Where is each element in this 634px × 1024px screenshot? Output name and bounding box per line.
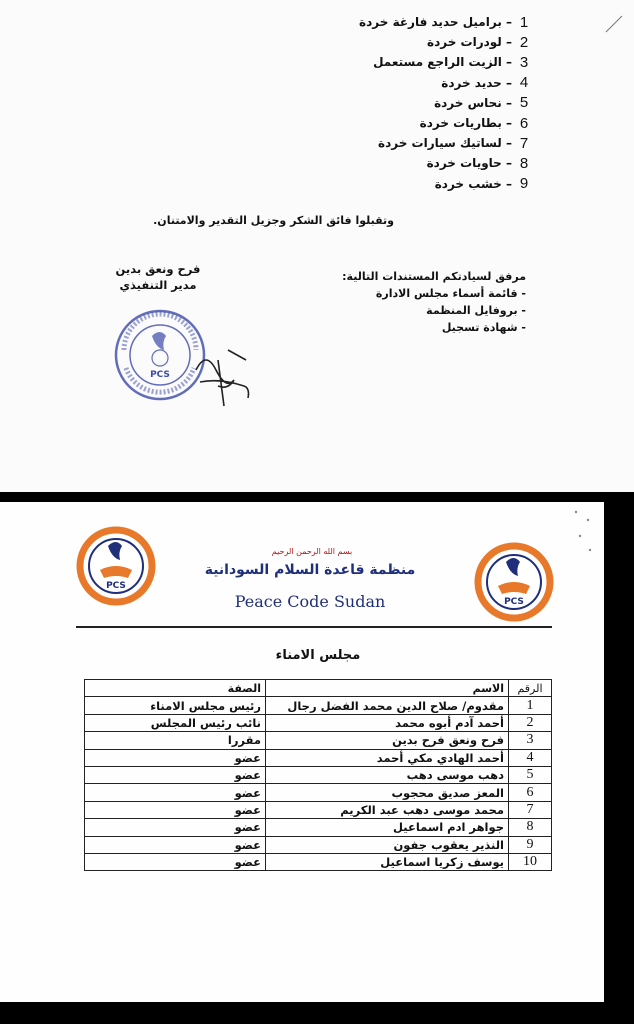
attachment-item: - شهادة تسجيل bbox=[441, 321, 526, 334]
globe-icon bbox=[152, 350, 168, 366]
attachment-item: - بروفايل المنظمة bbox=[426, 304, 526, 317]
list-item: 6 – بطاريات خردة bbox=[419, 114, 529, 132]
attachments-heading: مرفق لسيادتكم المستندات التالية: bbox=[342, 270, 526, 283]
list-item: 1 – براميل حديد فارغة خردة bbox=[359, 13, 529, 31]
list-item: 8 – حاويات خردة bbox=[426, 154, 529, 172]
table-row: 7 محمد موسى دهب عبد الكريم عضو bbox=[85, 801, 552, 818]
pcs-logo-right bbox=[474, 542, 554, 622]
scrap-items-list bbox=[170, 12, 530, 194]
scan-marks bbox=[570, 506, 600, 566]
table-row: 5 دهب موسى دهب عضو bbox=[85, 766, 552, 783]
signature bbox=[188, 340, 258, 415]
signer-title: مدير التنفيذي bbox=[119, 278, 197, 292]
list-item: 5 – نحاس خردة bbox=[434, 94, 529, 112]
table-row: 10 يوسف زكريا اسماعيل عضو bbox=[85, 853, 552, 870]
org-name-english: Peace Code Sudan bbox=[234, 592, 386, 611]
list-item: 4 – حديد خردة bbox=[441, 74, 529, 92]
list-item: 9 – خشب خردة bbox=[434, 175, 529, 193]
list-item: 3 – الزيت الراجع مستعمل bbox=[373, 53, 529, 71]
header-num: الرقم bbox=[509, 680, 552, 697]
letter-page bbox=[0, 0, 634, 492]
signer-name: فرح ونعق بدين bbox=[115, 262, 201, 276]
header-role: الصفة bbox=[85, 680, 266, 697]
header-name: الاسم bbox=[266, 680, 509, 697]
scan-marks bbox=[604, 14, 626, 36]
table-header-row bbox=[85, 680, 552, 697]
table-row: 9 النذير يعقوب جفون عضو bbox=[85, 836, 552, 853]
attachment-item: - قائمة أسماء مجلس الادارة bbox=[375, 287, 526, 300]
table-row: 6 المعز صديق محجوب عضو bbox=[85, 784, 552, 801]
stamp-text: PCS bbox=[150, 370, 170, 380]
list-item: 2 – لودرات خردة bbox=[427, 33, 529, 51]
page-title: مجلس الامناء bbox=[275, 648, 361, 663]
org-name-arabic: منظمة قاعدة السلام السودانية bbox=[204, 562, 416, 578]
board-list-page bbox=[0, 502, 604, 1002]
basmala: بسم الله الرحمن الرحيم bbox=[271, 547, 353, 556]
board-members-table bbox=[84, 679, 552, 871]
logo-text: PCS bbox=[106, 581, 126, 591]
pcs-logo-left bbox=[76, 526, 156, 606]
attachments-block bbox=[306, 270, 526, 338]
list-item: 7 – لساتيك سيارات خردة bbox=[378, 134, 529, 152]
table-row: 4 أحمد الهادي مكي أحمد عضو bbox=[85, 749, 552, 766]
signer-block bbox=[108, 262, 208, 294]
closing-line: وتقبلوا فائق الشكر وجزيل التقدير والامتنان. bbox=[153, 214, 394, 227]
table-row: 2 أحمد آدم أبوه محمد نائب رئيس المجلس bbox=[85, 714, 552, 731]
header-divider bbox=[76, 626, 552, 628]
logo-text: PCS bbox=[504, 597, 524, 607]
table-row: 3 فرح ونعق فرح بدين مقررا bbox=[85, 732, 552, 749]
dove-icon bbox=[152, 332, 166, 350]
table-row: 1 مقدوم/ صلاح الدين محمد الفضل رجال رئيس مجلس الامناء bbox=[85, 697, 552, 714]
table-row: 8 جواهر ادم اسماعيل عضو bbox=[85, 819, 552, 836]
